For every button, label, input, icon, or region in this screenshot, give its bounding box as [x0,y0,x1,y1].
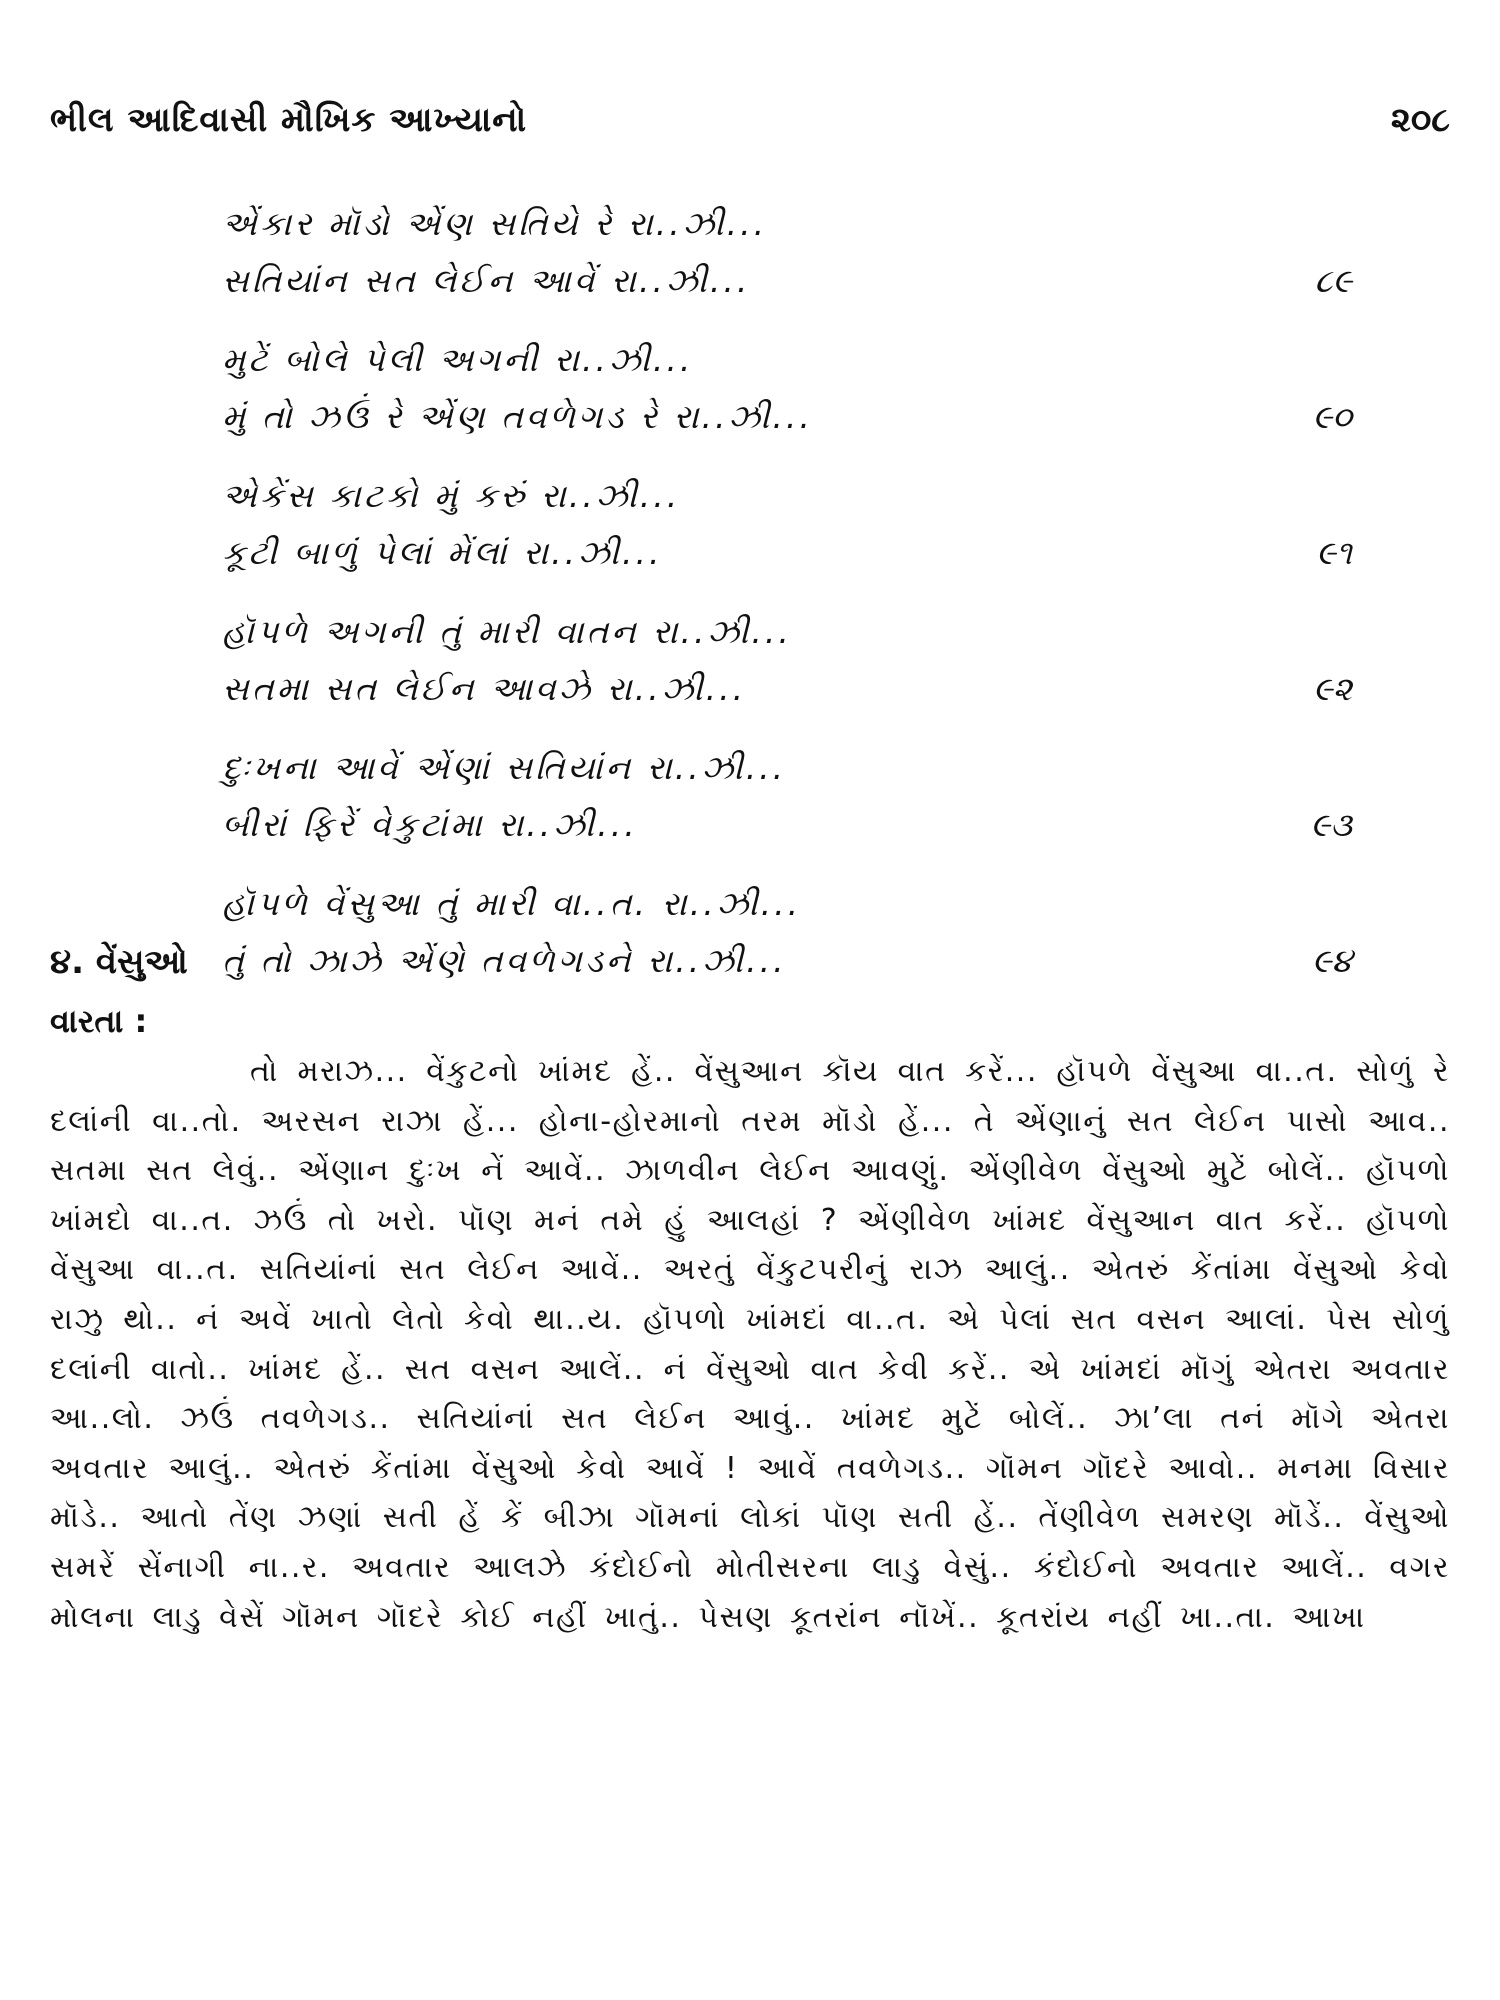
page-number: ૨૦૮ [1390,100,1450,140]
verse-number: ૮૯ [1314,261,1352,300]
verse-line: હૉપળે વેંસુઆ તું મારી વા..ત. રા..ઝી... [222,884,802,923]
verse-line: સતિયાંન સત લેઈન આવેં રા..ઝી... [222,261,751,300]
stanza [222,603,1352,717]
verse-line: એંકાર મૉડો એંણ સતિયે રે રા..ઝી... [222,204,768,243]
verse-number: ૯૩ [1310,805,1352,844]
verse-line: એકેંસ કાટકો મું કરું રા..ઝી... [222,476,681,515]
verse-line: મું તો ઝઉં રે એંણ તવળેગડ રે રા..ઝી... [222,397,813,436]
verse-line: દુઃખના આવેં એંણાં સતિયાંન રા..ઝી... [222,748,787,787]
stanza [222,331,1352,445]
verse-line: કૂટી બાળું પેલાં મેંલાં રા..ઝી... [222,533,663,572]
book-title: ભીલ આદિવાસી મૌખિક આખ્યાનો [50,100,528,140]
verse-block [222,195,1352,1011]
verse-line: મુટેં બોલે પેલી અગની રા..ઝી... [222,340,694,379]
story-section [50,935,1450,1642]
verse-number: ૯૨ [1313,669,1352,708]
stanza [222,195,1352,309]
verse-number: ૯૪ [1312,941,1352,980]
verse-line: હૉપળે અગની તું મારી વાતન રા..ઝી... [222,612,792,651]
verse-line: સતમા સત લેઈન આવઝે રા..ઝી... [222,669,747,708]
running-header [50,100,1450,160]
verse-number: ૯૦ [1312,397,1352,436]
verse-line: બીરાં ફિરેં વેકુટાંમા રા..ઝી... [222,805,638,844]
verse-number: ૯૧ [1316,533,1352,572]
story-paragraph: તો મરાઝ... વેંકુટનો ખાંમદ હેં.. વેંસુઆન કૉય વાત કરેં... હૉપળે વેંસુઆ વા..ત. સોળું રે દલાંની વા..તો. અરસન રાઝા હેં... હોના-હોરમાનો તરમ મૉડો હેં... તે એંણાનું સત લેઈન પાસો આવ.. સતમા સત લેવું.. એંણાન દુઃખ નેં આવેં.. ઝાળવીન લેઈન આવણું. એંણીવેળ વેંસુઓ મુટેં બોલેં.. હૉપળો ખાંમદો વા..ત. ઝઉં તો ખરો. પૉણ મનં તમે હું આલહાં ? એંણીવેળ ખાંમદ વેંસુઆન વાત કરેં.. હૉપળો વેંસુઆ વા..ત. સતિયાંનાં સત લેઈન આવેં.. અરતું વેંકુટપરીનું રાઝ આલું.. એતરું કેંતાંમા વેંસુઓ કેવો રાઝુ થો.. નં અવેં ખાતો લેતો કેવો થા..ય. હૉપળો ખાંમદાં વા..ત. એ પેલાં સત વસન આલાં. પેસ સોળું દલાંની વાતો.. ખાંમદ હેં.. સત વસન આલેં.. નં વેંસુઓ વાત કેવી કરેં.. એ ખાંમદાં મૉગું એતરા અવતાર આ..લો. ઝઉં તવળેગડ.. સતિયાંનાં સત લેઈન આવું.. ખાંમદ મુટેં બોલેં.. ઝા’લા તનં મૉગે એતરા અવતાર આલું.. એતરું કેંતાંમા વેંસુઓ કેવો આવેં ! આવેં તવળેગડ.. ગૉમન ગૉદરે આવો.. મનમા વિસાર મૉડે.. આતો તેંણ ઝણાં સતી હેં કેં બીઝા ગૉમનાં લોકાં પૉણ સતી હેં.. તેંણીવેળ સમરણ મૉડેં.. વેંસુઓ સમરેં સેંનાગી ના..ર. અવતાર આલઝે કંદોઈનો મોતીસરના લાડુ વેસું.. કંદોઈનો અવતાર આલેં.. વગર મોલના લાડુ વેસેં ગૉમન ગૉદરે કોઈ નહીં ખાતું.. પેસણ કૂતરાંન નૉખેં.. કૂતરાંય નહીં ખા..તા. આખા [50,1054,1450,1635]
stanza [222,739,1352,853]
verse-line: તું તો ઝાઝે એંણે તવળેગડને રા..ઝી... [222,941,787,980]
story-label: વારતા : [50,1002,148,1040]
section-heading: ૪. વેંસુઓ [50,942,188,982]
stanza [222,467,1352,581]
